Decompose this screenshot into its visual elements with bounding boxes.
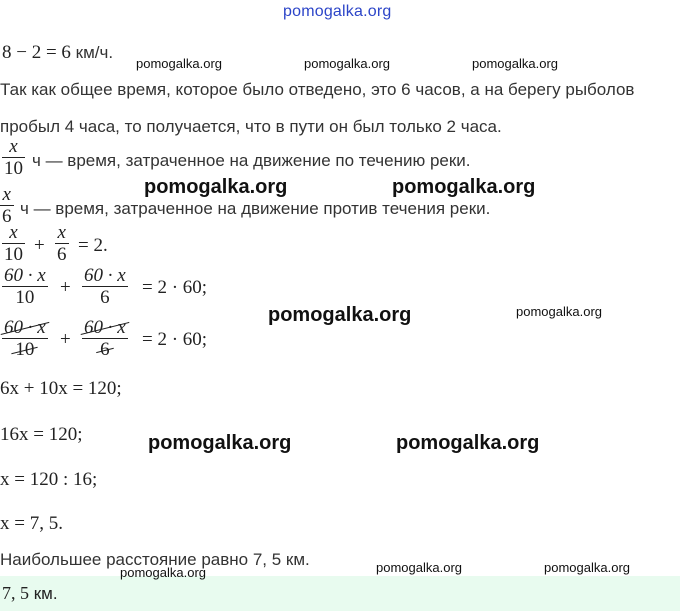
eq3-rhs: = 2 · 60;	[142, 329, 208, 350]
answer-box	[0, 576, 680, 611]
watermark: pomogalka.org	[396, 432, 540, 454]
text-downstream-time: ч — время, затраченное на движение по течению реки.	[32, 151, 471, 170]
watermark: pomogalka.org	[516, 304, 602, 319]
eq1-fraction-b	[55, 222, 69, 265]
fraction-numerator: 60 · x	[84, 317, 126, 338]
text-conclusion: Наибольшее расстояние равно 7, 5 км.	[0, 550, 310, 569]
answer	[2, 583, 58, 604]
fraction-denominator: 10	[15, 287, 35, 308]
fraction-x-over-10	[2, 136, 25, 179]
watermark: pomogalka.org	[472, 56, 558, 71]
speed-difference-expression: 8 − 2 = 6	[2, 42, 71, 63]
fraction-numerator: 60 · x	[4, 317, 46, 338]
fraction-numerator: 60 · x	[4, 265, 46, 286]
fraction-denominator: 6	[100, 287, 110, 308]
watermark-top: pomogalka.org	[283, 3, 392, 20]
watermark: pomogalka.org	[544, 560, 630, 575]
watermark: pomogalka.org	[304, 56, 390, 71]
fraction-denominator: 10	[4, 158, 23, 179]
watermark: pomogalka.org	[268, 304, 412, 326]
eq4: 6x + 10x = 120;	[0, 378, 122, 399]
eq1-fraction-a	[2, 222, 25, 265]
watermark: pomogalka.org	[376, 560, 462, 575]
line-speed-difference	[2, 42, 113, 64]
fraction-numerator: x	[2, 184, 11, 205]
watermark: pomogalka.org	[120, 565, 206, 580]
eq5: 16x = 120;	[0, 424, 83, 445]
eq3-fraction-b	[82, 317, 128, 360]
fraction-numerator: x	[9, 222, 18, 243]
answer-unit: км.	[29, 584, 58, 603]
watermark: pomogalka.org	[148, 432, 292, 454]
fraction-denominator: 6	[57, 244, 67, 265]
watermark: pomogalka.org	[136, 56, 222, 71]
answer-value: 7, 5	[2, 583, 29, 603]
watermark: pomogalka.org	[392, 176, 536, 198]
fraction-denominator: 6	[2, 206, 12, 227]
fraction-numerator: 60 · x	[84, 265, 126, 286]
text-total-time: Так как общее время, которое было отведено, это 6 часов, а на берегу рыболов	[0, 80, 635, 99]
speed-unit: км/ч.	[70, 43, 114, 62]
eq2-plus: +	[60, 277, 71, 298]
text-upstream-time: ч — время, затраченное на движение против течения реки.	[20, 199, 491, 218]
text-travel-time: пробыл 4 часа, то получается, что в пути он был только 2 часа.	[0, 117, 502, 136]
eq1-plus: +	[34, 235, 45, 256]
fraction-x-over-6	[0, 184, 14, 227]
fraction-denominator: 6	[100, 339, 110, 360]
watermark: pomogalka.org	[144, 176, 288, 198]
eq2-fraction-b	[82, 265, 128, 308]
fraction-numerator: x	[9, 136, 18, 157]
eq2-fraction-a	[2, 265, 48, 308]
fraction-numerator: x	[57, 222, 66, 243]
eq7: x = 7, 5.	[0, 513, 63, 534]
eq3-plus: +	[60, 329, 71, 350]
eq3-fraction-a	[2, 317, 48, 360]
eq1-rhs: = 2.	[78, 235, 108, 256]
fraction-denominator: 10	[4, 244, 23, 265]
fraction-denominator: 10	[15, 339, 35, 360]
eq6: x = 120 : 16;	[0, 469, 98, 490]
eq2-rhs: = 2 · 60;	[142, 277, 208, 298]
